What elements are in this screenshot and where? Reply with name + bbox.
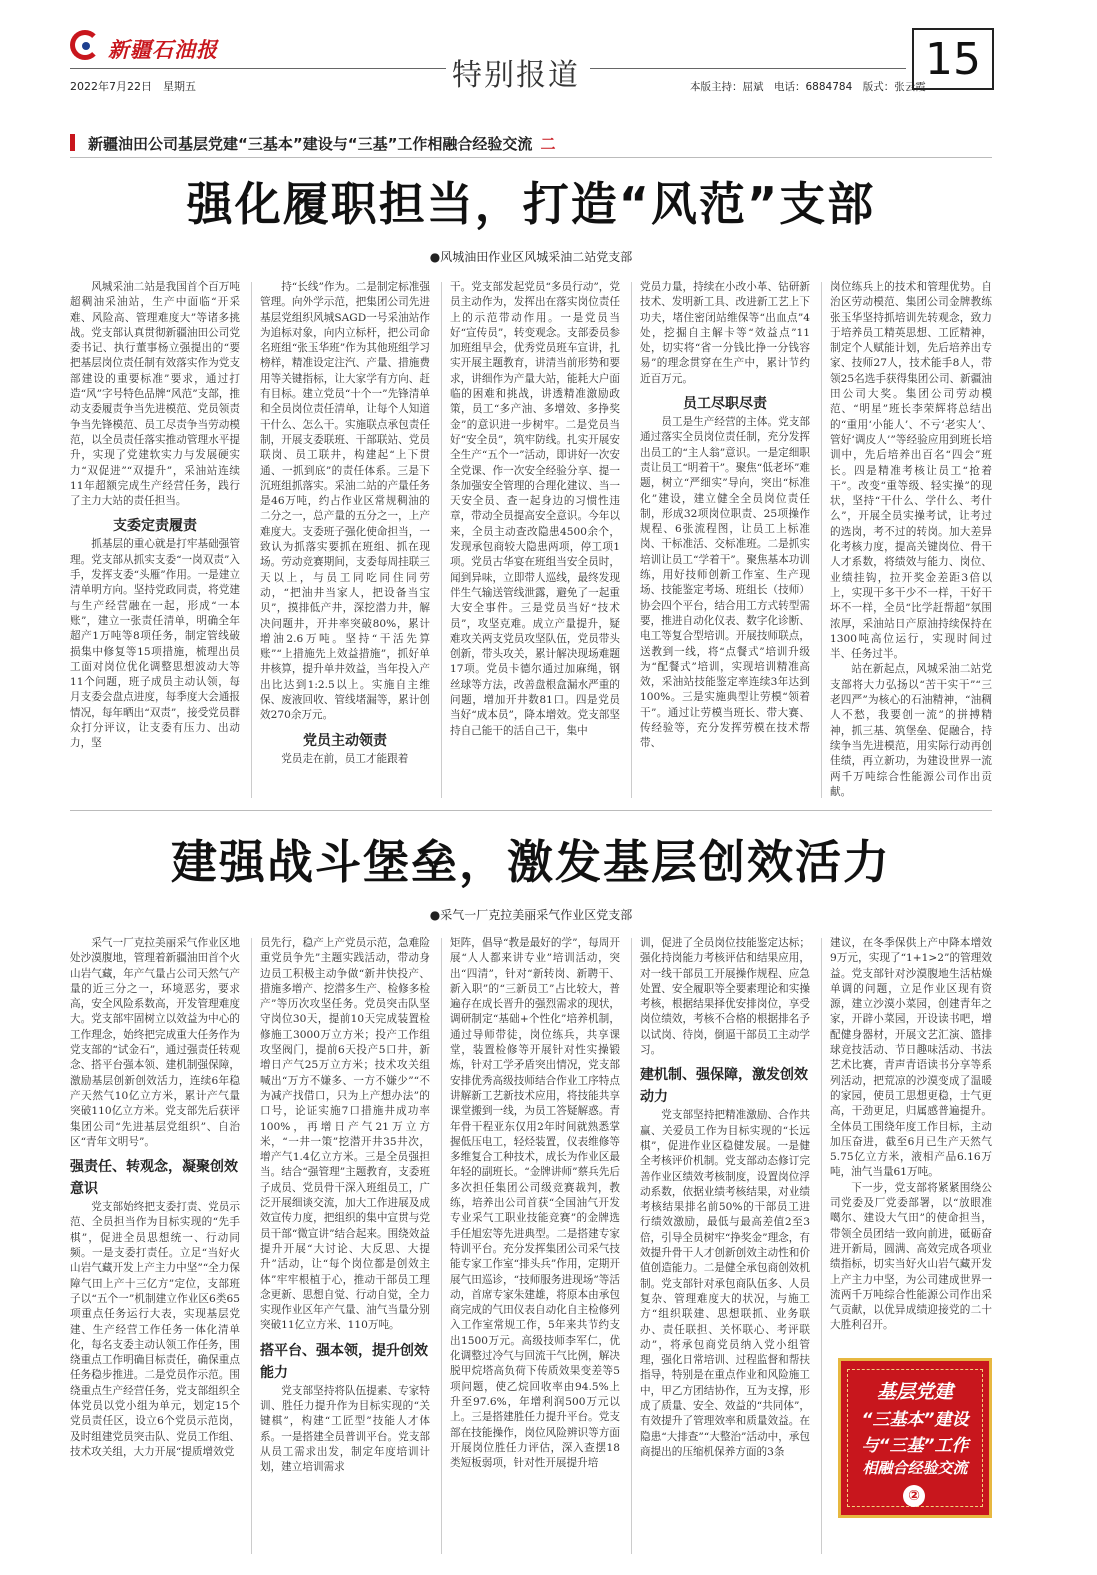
editor-credits: 本版主持：屈斌 电话：6884784 版式：张云霞 bbox=[690, 81, 926, 93]
article2-headline: 建强战斗堡垒，激发基层创效活力 bbox=[171, 835, 891, 889]
subheading: 党员主动领责 bbox=[303, 732, 387, 749]
logo-text: 新疆石油报 bbox=[108, 37, 218, 62]
column-separator bbox=[821, 282, 822, 798]
paragraph: 党员走在前，员工才能跟着 bbox=[281, 752, 409, 765]
subheading: 强责任、转观念，凝聚创效意识 bbox=[70, 1159, 238, 1198]
series-title-text: 新疆油田公司基层党建“三基本”建设与“三基”工作相融合经验交流 bbox=[88, 135, 533, 153]
header-rule-left bbox=[70, 68, 446, 69]
paragraph: 风城采油二站是我国首个百万吨超稠油采油站，生产中面临“开采难、风险高、管理难度大”等诸多挑战。党支部认真贯彻新疆油田公司党委书记、执行董事杨立强提出的“要把基层岗位责任制有效落实作为党支部建设的重要标准”要求，通过打造“风”字号特色品牌“风范”支部，推动支委履责争当先进模范、党员领责争当先锋模范、员工尽责争当劳动模范，以全员责任落实推动管理水平提升，实现了党建软实力与发展硬实力“双促进”“双提升”，采油站连续11年超额完成生产经营任务，践行了主力大站的责任担当。 bbox=[70, 281, 240, 508]
promo-line-4: 相融合经验交流 bbox=[862, 1459, 968, 1477]
paragraph: 党支部坚持将队伍提素、专家特训、胜任力提升作为目标实现的“关键棋”，构建“工匠型”技能人才体系。一是搭建全员普训平台。党支部从员工需求出发，制定年度培训计划，建立培训需求 bbox=[260, 1384, 430, 1474]
paragraph: 站在新起点，风城采油二站党支部将大力弘扬以“苦干实干”“三老四严”为核心的石油精神，“油稠人不愁，我要创一流”的拼搏精神，抓三基、筑堡垒、促融合，持续争当先进模范，用实际行动再创佳绩，再立新功，为建设世界一流两千万吨综合性能源公司作出贡献。 bbox=[830, 663, 992, 798]
page-number-box bbox=[912, 28, 994, 90]
series-title bbox=[88, 133, 555, 154]
column-separator bbox=[631, 282, 632, 798]
article2-column-3 bbox=[450, 936, 620, 1556]
section-title: 特别报道 bbox=[452, 58, 580, 93]
article1-column-1 bbox=[70, 280, 240, 800]
page-number: 15 bbox=[925, 34, 981, 85]
paragraph: 干。党支部发起党员“多员行动”，党员主动作为，发挥出在落实岗位责任上的示范带动作用。一是党员当好“宣传员”，转变观念。支部委员参加班组早会，优秀党员班车宣讲，扎实开展主题教育，讲清当前形势和要求，讲细作为产量大站，能耗大户面临的困难和挑战，讲透精准激励政策，员工“多产油、多增效、多挣奖金”的意识进一步树牢。二是党员当好“安全员”，筑牢防线。扎实开展安全生产“五个一”活动，即讲好一次安全党课、作一次安全经验分享、提一条加强安全管理的合理化建议、当一天安全员、查一起身边的习惯性违章，带动全员提高安全意识。今年以来，全员主动查改隐患4500余个，发现承包商较大隐患两项，停工项1项。党员古华宴在班组当安全员时，闻到异味，立即带人巡线，最终发现伴生气输送管线泄露，避免了一起重大安全事件。三是党员当好“技术员”，攻坚克难。成立产量提升，疑难攻关两支党员攻坚队伍，党员带头创新，带头攻关，累计解决现场难题17项。党员卡德尔通过加麻绳，钢丝球等方法，改善盘根盒漏水严重的问题，增加开井数81口。四是党员当好“成本员”，降本增效。党支部坚持自己能干的活自己干，集中 bbox=[450, 281, 620, 737]
paragraph: 员先行，稳产上产党员示范，急难险重党员争先”主题实践活动，带动身边员工积极主动争做“新井快投产、措施多增产、挖潜多生产、检修多检产”等历次攻坚任务。党员突击队坚守岗位30天，提前10天完成装置检修施工3000万立方米；投产工作组攻坚阀门，提前6天投产5口井，新增日产气25万立方米；技术攻关组喊出“万方不嫌多、一方不嫌少”“不为减产找借口，只为上产想办法”的口号，论证实施7口措施井成功率100%，再增日产气21万立方米，“一井一策”挖潜开井35井次，增产气1.4亿立方米。三是全员强担当。结合“强管理”主题教育，支委班子成员、党员骨干深入班组员工，广泛开展细谈交流，加大工作进展及成效宣传力度，把组织的集中宣贯与党员干部“微宣讲”结合起来。围绕效益提升开展“大讨论、大反思、大提升”活动，让“每个岗位都是创效主体”牢牢根植于心，推动干部员工理念更新、思想自觉、行动自觉，全力实现作业区年产气量、油气当量分别突破11亿立方米、110万吨。 bbox=[260, 937, 430, 1332]
paragraph: 岗位练兵上的技术和管理优势。自治区劳动模范、集团公司金牌教练张玉华坚持抓培训先转观念，致力于培养员工精英思想、工匠精神，制定个人赋能计划，先后培养出专家、技师27人，技术能手8人，带领25名选手获得集团公司、新疆油田公司大奖。集团公司劳动模范、“明星”班长李荣辉将总结出的“重用‘小能人’、不亏‘老实人’、管好‘调皮人’”等经验应用到班长培训中，先后培养出百名“四会”班长。四是精准考核让员工“抢着干”。改变“重等级、轻实操”的现状，坚持“干什么、学什么、考什么”，开展全员实操考试，让考过的选岗，考不过的转岗。加大差异化考核力度，提高关键岗位、骨干人才系数，将绩效与能力、岗位、业绩挂钩，拉开奖金差距3倍以上，实现干多干少不一样，干好干坏不一样，全员“比学赶帮超”氛围浓厚，采油站日产原油持续保持在1300吨高位运行，实现时间过半、任务过半。 bbox=[830, 281, 992, 661]
subheading: 支委定责履责 bbox=[113, 518, 197, 535]
article1-column-4 bbox=[640, 280, 810, 800]
paragraph: 矩阵，倡导“教是最好的学”，每周开展“人人都来讲专业”培训活动，突出“四清”，针对“新转岗、新聘干、新入职”的“三新员工”占比较大，普遍存在成长晋升的强烈需求的现状，调研制定“基础+个性化”培养机制，通过导师带徒，岗位练兵，共享课堂，装置检修等开展针对性实操锻炼，针对工学矛盾突出情况，党支部安排优秀高级技师结合作业工序特点讲解新工艺新技术应用，将技能共享课堂搬到一线，为员工答疑解惑。青年骨干程亚东仅用2年时间就熟悉掌握低压电工，轻烃装置，仪表维修等多维复合工种技术，成长为作业区最年轻的副班长。“金牌讲师”蔡兵先后多次担任集团公司级竞赛裁判，教练，培养出公司首获“全国油气开发专业采气工职业技能竞赛”的金牌选手任旭宏等先进典型。二是搭建专家特训平台。充分发挥集团公司采气技能专家工作室“排头兵”作用，定期开展气田巡诊，“技师服务进现场”等活动，首席专家朱建雄，将原本由承包商完成的气田仪表自动化自主检修列入工作室常规工作，5年来共节约支出1500万元。高级技师李军仁，优化调整过冷气与回流干气比例，解决脱甲烷塔高负荷下传质效果变差等5项问题，使乙烷回收率由94.5%上升至97.6%，年增利润500万元以上。三是搭建胜任力提升平台。党支部在技能操作，岗位风险辨识等方面开展岗位胜任力评估，深入查摆18类短板弱项，针对性开展提升培 bbox=[450, 937, 620, 1470]
column-separator bbox=[631, 938, 632, 1554]
paragraph: 党支部坚持把精准激励、合作共赢、关爱员工作为目标实现的“长远棋”，促进作业区稳健发展。一是健全考核评价机制。党支部动态修订完善作业区绩效考核制度，设置岗位浮动系数，依据业绩考核结果，对业绩考核结果排名前50%的干部员工进行绩效激励，最低与最高差值2至3倍，引导全员树牢“挣奖金”理念，有效提升骨干人才创新创效主动性和价值创造能力。二是健全承包商创效机制。党支部针对承包商队伍多、人员复杂、管理难度大的状况，与施工方“组织联建、思想联抓、业务联办、责任联担、关怀联心、考评联动”，将承包商党员纳入党小组管理，强化日常培训、过程监督和帮扶指导，特别是在重点作业和风险施工中，甲乙方团结协作，互为支撑，形成了质量、安全、效益的“共同体”，有效提升了管理效率和质量效益。在隐患“大排查”“大整治”活动中，承包商提出的压缩机保养方面的3条 bbox=[640, 1109, 810, 1458]
article2-column-5 bbox=[830, 936, 992, 1352]
promo-line-3: 与“三基”工作 bbox=[861, 1436, 969, 1456]
article2-byline: ●采气一厂克拉美丽采气作业区党支部 bbox=[429, 908, 633, 922]
issue-date: 2022年7月22日 星期五 bbox=[70, 80, 196, 93]
paragraph: 抓基层的重心就是打牢基础强管理。党支部从抓实支委“一岗双责”入手，发挥支委“头雁”作用。一是建立清单明方向。坚持党政同责，将党建与生产经营融在一起，形成“一本账”，建立一张责任清单，明确全年超产1万吨等8项任务，制定管线破损集中修复等15项措施，梳理出员工面对岗位优化调整思想波动大等11个问题，班子成员主动认领，每月支委会盘点进度，每季度大会通报情况，每年晒出“双责”，接受党员群众打分评议，让支委有压力、出动力，坚 bbox=[70, 538, 240, 750]
series-band bbox=[70, 128, 992, 158]
column-separator bbox=[251, 282, 252, 798]
band-marker-icon bbox=[70, 134, 75, 151]
article1-column-2 bbox=[260, 280, 430, 800]
subheading: 搭平台、强本领，提升创效能力 bbox=[260, 1342, 428, 1381]
article-divider bbox=[70, 810, 992, 811]
article1-column-3 bbox=[450, 280, 620, 800]
article2-column-1 bbox=[70, 936, 240, 1556]
header-rule-right bbox=[590, 68, 906, 69]
paragraph: 下一步，党支部将紧紧围绕公司党委及厂党委部署，以“放眼准噶尔、建设大气田”的使命担当，带领全员团结一致向前进，砥砺奋进开新局，圆满、高效完成各项业绩指标，切实当好火山岩气藏开发上产主力中坚，为公司建成世界一流两千万吨综合性能源公司作出采气贡献，以优异成绩迎接党的二十大胜利召开。 bbox=[830, 1181, 992, 1332]
article2-column-2 bbox=[260, 936, 430, 1556]
subheading: 建机制、强保障，激发创效动力 bbox=[640, 1067, 808, 1106]
logo-dot-icon bbox=[82, 42, 90, 50]
subheading: 员工尽职尽责 bbox=[683, 396, 767, 413]
promo-line-2: “三基本”建设 bbox=[861, 1410, 969, 1430]
paragraph: 采气一厂克拉美丽采气作业区地处沙漠腹地，管理着新疆油田首个火山岩气藏，年产气量占公司天然气产量的近三分之一，环境恶劣，要求高，安全风险系数高，开发管理难度大。党支部牢固树立以效益为中心的工作理念，始终把完成重大任务作为党支部的“试金石”，通过强责任转观念、搭平台强本领、建机制强保障，激励基层创新创效活力，连续6年稳产天然气10亿立方米，累计产气量突破110亿立方米。党支部先后获评集团公司“先进基层党组织”、自治区“青年文明号”。 bbox=[70, 937, 240, 1148]
paragraph: 党支部始终把支委打责、党员示范、全员担当作为目标实现的“先手棋”，促进全员思想统一、行动同频。一是支委打责任。立足“当好火山岩气藏开发上产主力中坚”“全力保障气田上产十三亿方”定位，支部班子以“五个一”机制建立作业区6类65项重点任务运行大表，实现基层党建、生产经营工作任务一体化清单化，每名支委主动认领工作任务，围绕重点工作明确目标责任，确保重点任务稳步推进。二是党员作示范。围绕重点生产经营任务，党支部组织全体党员以党小组为单元，划定15个党员责任区，设立6个党员示范岗，及时组建党员突击队、党员工作组、技术攻关组，大力开展“提质增效党 bbox=[70, 1201, 240, 1458]
paragraph: 员工是生产经营的主体。党支部通过落实全员岗位责任制，充分发挥出员工的“主人翁”意识。一是定细职责让员工“明着干”。聚焦“低老坏”难题，树立“严细实”导向，突出“标准化”建设，建立健全全员岗位责任制，形成32项岗位职责、25项操作规程、6张流程图，让员工上标准岗、干标准活、交标准班。二是抓实培训让员工“学着干”。聚焦基本功训练，用好技师创新工作室、生产现场、技能鉴定考场、班组长（技师）协会四个平台，结合用工方式转型需要，推进自动化仪表、数字化诊断、电工等复合型培训。开展技师联点，送教到一线，将“点餐式”培训升级为“配餐式”培训，实现培训精准高效，采油站技能鉴定率连续3年达到100%。三是实施典型让劳模“领着干”。通过让劳模当班长、带大赛、传经验等，充分发挥劳模在技术帮带、 bbox=[640, 416, 810, 750]
series-number: 二 bbox=[540, 135, 556, 153]
article1-column-5 bbox=[830, 280, 992, 800]
column-separator bbox=[441, 938, 442, 1554]
article2-column-4 bbox=[640, 936, 810, 1556]
promo-line-1: 基层党建 bbox=[876, 1381, 953, 1403]
column-separator bbox=[251, 938, 252, 1554]
article1-byline: ●风城油田作业区风城采油二站党支部 bbox=[429, 250, 633, 264]
column-separator bbox=[821, 938, 822, 1554]
series-promo-badge bbox=[838, 1358, 992, 1518]
promo-number: ② bbox=[903, 1485, 925, 1507]
article1-headline: 强化履职担当，打造“风范”支部 bbox=[186, 177, 876, 231]
paragraph: 党员力量，持续在小改小革、钻研新技术、发明新工具、改进新工艺上下功夫，堵住密闭站维保等“出血点”4处，挖掘自主解卡等“效益点”11处，切实将“省一分钱比挣一分钱容易”的理念贯穿在生产中，累计节约近百万元。 bbox=[640, 281, 810, 385]
paragraph: 建议，在冬季保供上产中降本增效9万元，实现了“1+1>2”的管理效益。党支部针对沙漠腹地生活枯燥单调的问题，立足作业区现有资源，建立沙漠小菜园，创建青年之家，开辟小菜园，开设读书吧，增配健身器材，开展文艺汇演、篮排球竞技活动、节日趣味活动、书法艺术比赛，青声青语读书分享等系列活动，把荒凉的沙漠变成了温暖的家园，使员工思想更稳，士气更高，干劲更足，归属感普遍提升。全体员工围绕年度工作目标，主动加压奋进，截至6月已生产天然气5.75亿立方米，液相产品6.16万吨，油气当量61万吨。 bbox=[830, 937, 992, 1179]
column-separator bbox=[441, 282, 442, 798]
newspaper-logo bbox=[70, 28, 218, 68]
paragraph: 训，促进了全员岗位技能鉴定达标；强化持岗能力考核评估和结果应用，对一线干部员工开展操作规程、应急处置、安全履职等全要素理论和实操考核，根据结果择优安排岗位，享受岗位绩效，考核不合格的根据排名予以试岗、待岗，倒逼干部员工主动学习。 bbox=[640, 937, 810, 1057]
paragraph: 持“长线”作为。二是制定标准强管理。向外学示范，把集团公司先进基层党组织风城SAGD一号采油站作为追标对象，向内立标杆，把公司命名班组“张玉华班”作为其他班组学习榜样，精准设定注汽、产量、措施费用等关键指标，让大家学有方向、赶有目标。建立党员“十个一”先锋清单和全员岗位责任清单，让每个人知道干什么、怎么干。实施联点承包责任制，开展支委联班、干部联站、党员联岗、员工联井，构建起“上下贯通、一抓到底”的责任体系。三是下沉班组抓落实。采油二站的产量任务是46万吨，约占作业区常规稠油的二分之一，总产量的五分之一，上产难度大。支委班子强化使命担当，一致认为抓落实要抓在班组、抓在现场。劳动竞赛期间，支委每周挂联三天以上，与员工同吃同住同劳动，“把油井当家人，把设备当宝贝”，摸排低产井，深挖潜力井，解决问题井，开井率突破80%，累计增油2.6万吨。坚持“干活先算账”“上措施先上效益措施”，抓好单井核算，提升单井效益，当年投入产出比达到1:2.5以上。实施自主维保、废液回收、管线堵漏等，累计创效270余万元。 bbox=[260, 281, 430, 722]
